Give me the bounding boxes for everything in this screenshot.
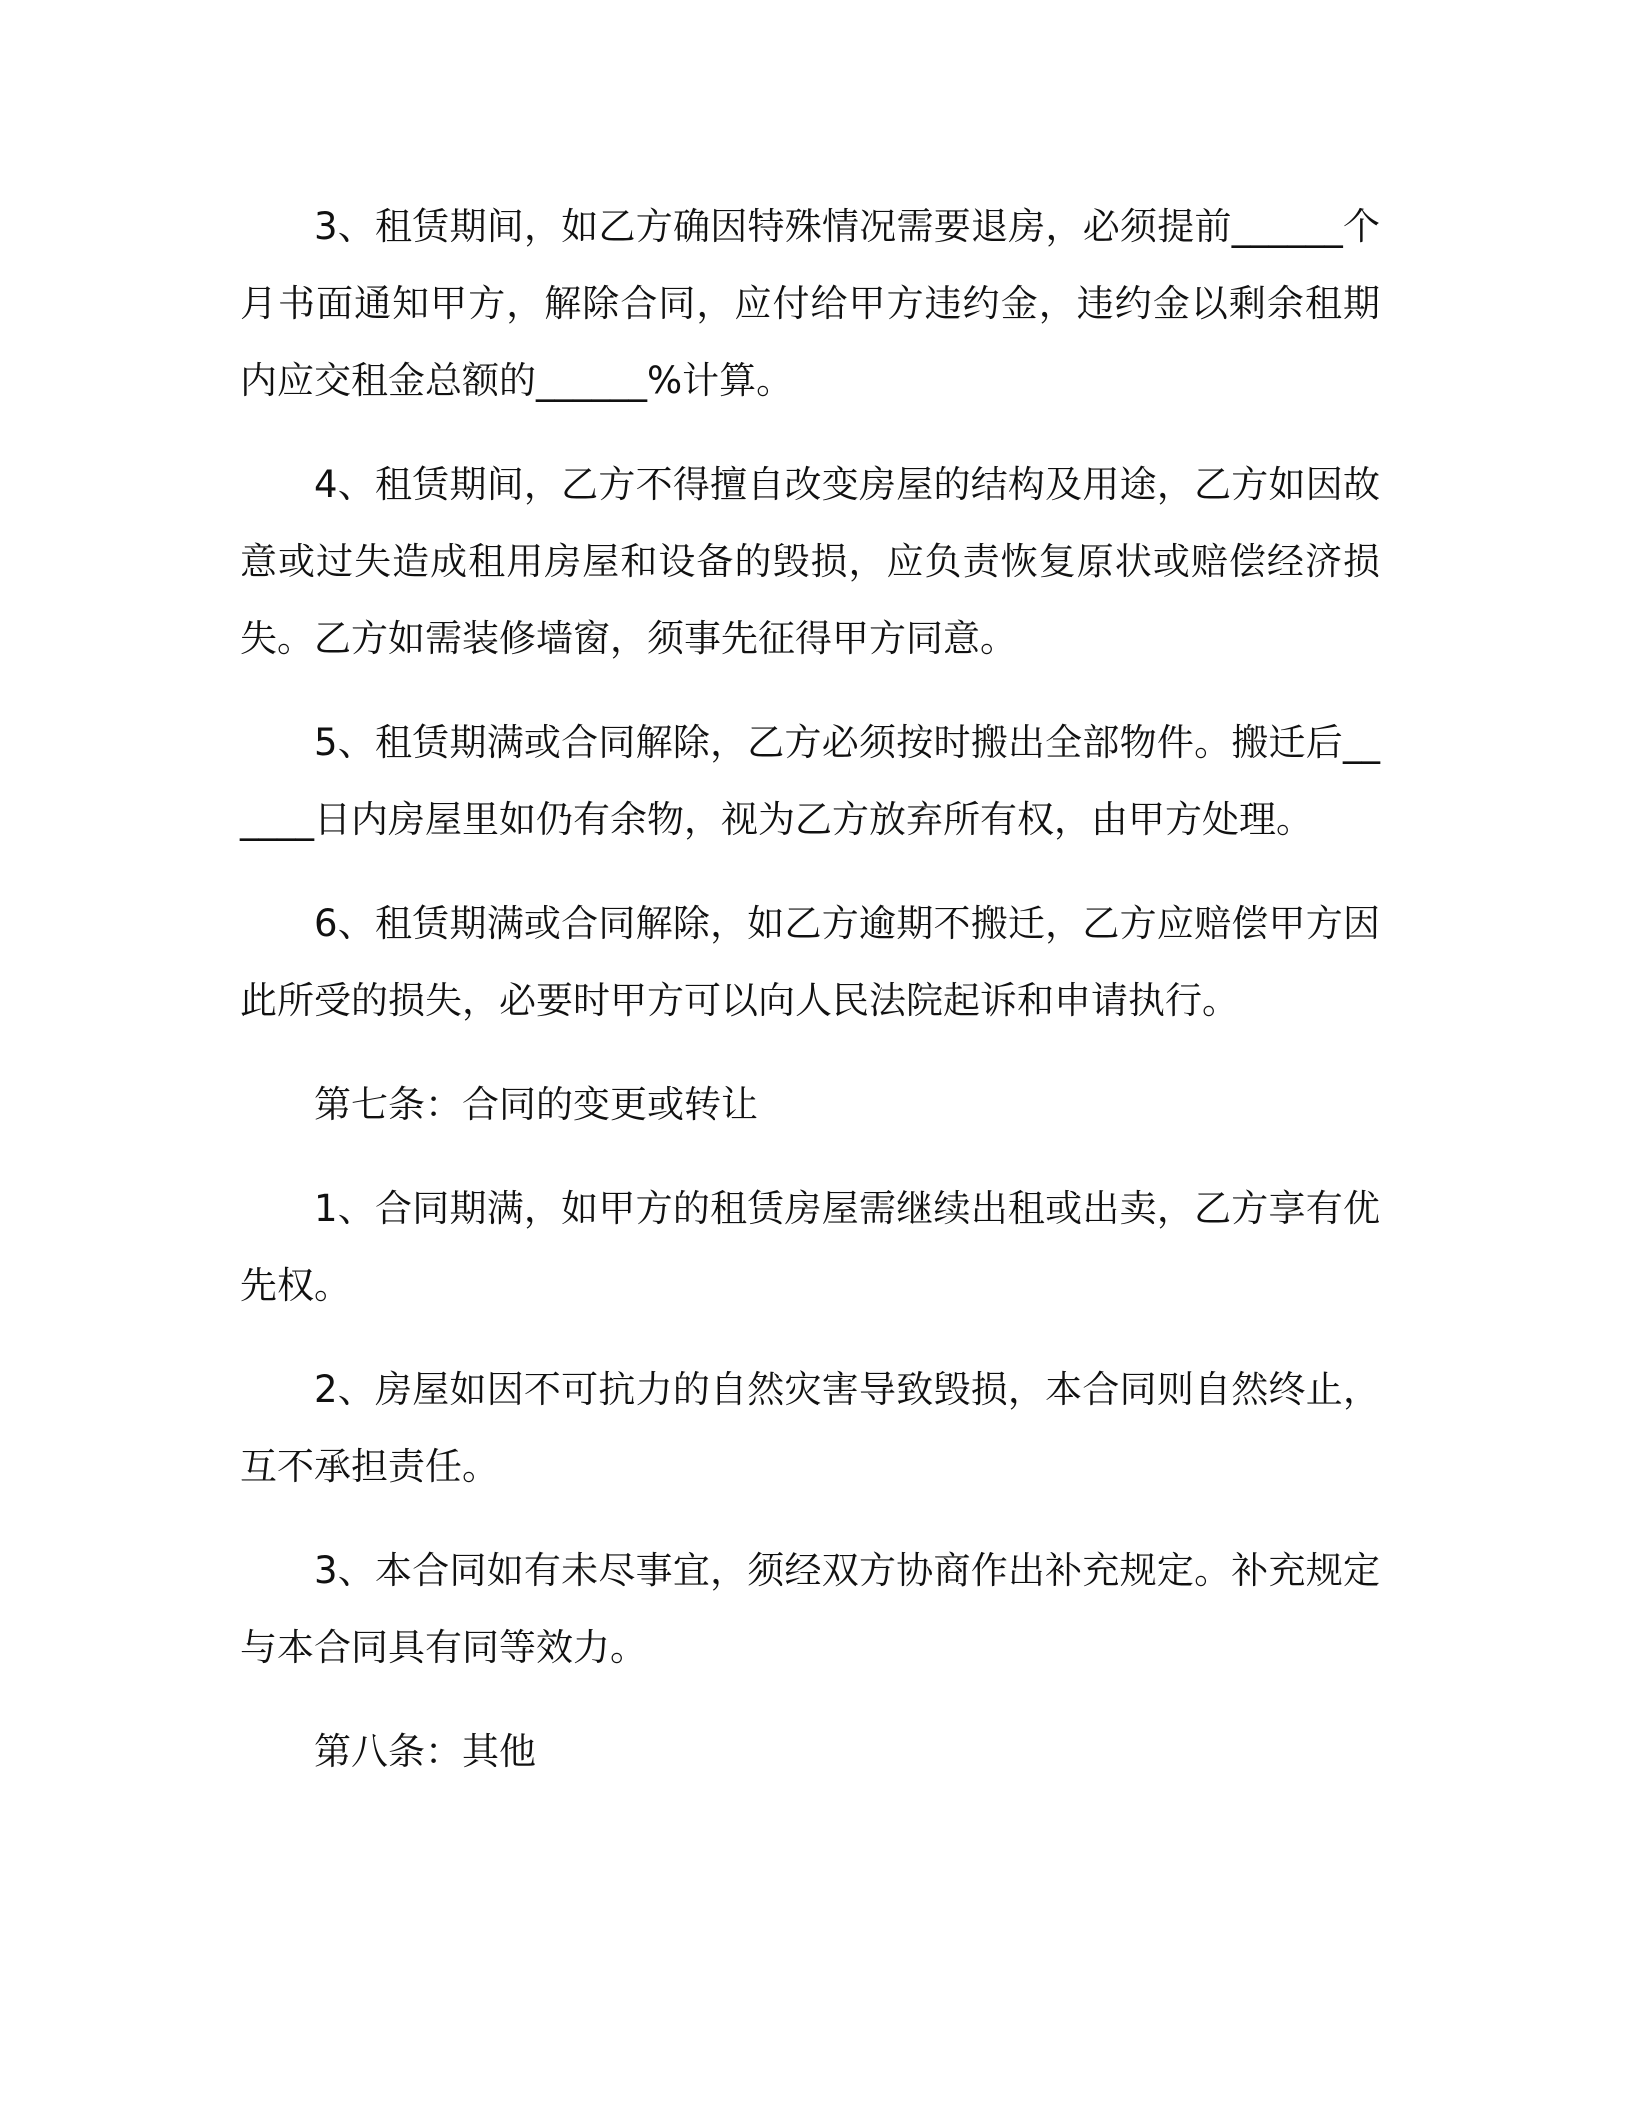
article-7-item-3: 3、本合同如有未尽事宜，须经双方协商作出补充规定。补充规定与本合同具有同等效力。	[240, 1549, 1380, 1669]
article-7-item-2: 2、房屋如因不可抗力的自然灾害导致毁损，本合同则自然终止，互不承担责任。	[240, 1368, 1380, 1488]
document-page	[240, 188, 1380, 1817]
clause-6-overdue-move-out: 6、租赁期满或合同解除，如乙方逾期不搬迁，乙方应赔偿甲方因此所受的损失，必要时甲方可以向人民法院起诉和申请执行。	[240, 902, 1380, 1022]
article-8-heading: 第八条：其他	[314, 1730, 536, 1773]
clause-5-move-out: 5、租赁期满或合同解除，乙方必须按时搬出全部物件。搬迁后______日内房屋里如仍有余物，视为乙方放弃所有权，由甲方处理。	[240, 721, 1380, 841]
article-7-item-1: 1、合同期满，如甲方的租赁房屋需继续出租或出卖，乙方享有优先权。	[240, 1187, 1380, 1307]
article-7-heading: 第七条：合同的变更或转让	[314, 1083, 758, 1126]
clause-3-early-termination: 3、租赁期间，如乙方确因特殊情况需要退房，必须提前______个月书面通知甲方，解除合同，应付给甲方违约金，违约金以剩余租期内应交租金总额的______%计算。	[240, 205, 1380, 402]
clause-4-structure-changes: 4、租赁期间，乙方不得擅自改变房屋的结构及用途，乙方如因故意或过失造成租用房屋和设备的毁损，应负责恢复原状或赔偿经济损失。乙方如需装修墙窗，须事先征得甲方同意。	[240, 463, 1380, 660]
